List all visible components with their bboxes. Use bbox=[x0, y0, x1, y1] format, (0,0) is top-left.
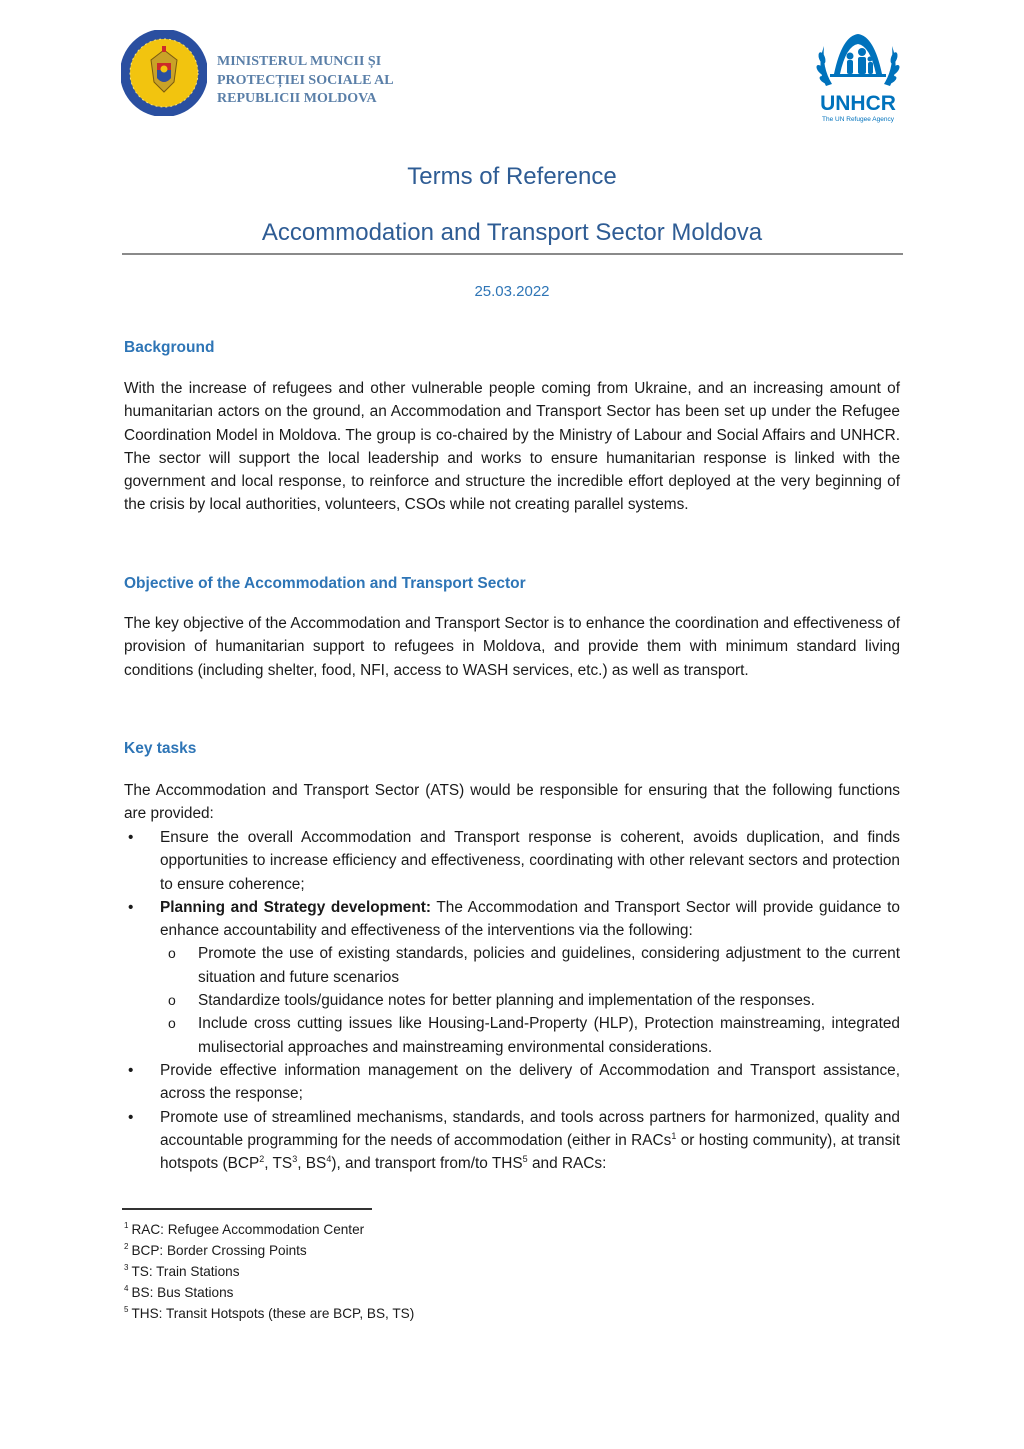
footnote-text: THS: Transit Hotspots (these are BCP, BS, TS) bbox=[131, 1306, 415, 1321]
sub-list-item bbox=[124, 1012, 900, 1059]
ministry-seal-logo bbox=[121, 30, 207, 116]
title-divider bbox=[122, 253, 903, 255]
ministry-name bbox=[217, 53, 437, 109]
footnote bbox=[124, 1303, 624, 1324]
footnote-ref-2[interactable]: 2 bbox=[259, 1154, 265, 1165]
bullet-mark: • bbox=[128, 829, 134, 846]
key-tasks-heading: Key tasks bbox=[124, 740, 197, 757]
sub-list-item-text: Standardize tools/guidance notes for better planning and implementation of the responses. bbox=[198, 992, 815, 1010]
footnote-text: BCP: Border Crossing Points bbox=[131, 1243, 307, 1258]
sub-bullet-mark: o bbox=[168, 1015, 176, 1032]
footnote bbox=[124, 1219, 624, 1240]
ministry-name-line-1: MINISTERUL MUNCII ȘI bbox=[217, 54, 382, 69]
footnote-ref-1[interactable]: 1 bbox=[671, 1130, 677, 1141]
background-heading: Background bbox=[124, 339, 215, 356]
sub-list-item-text: Promote the use of existing standards, policies and guidelines, considering adjustment to the current situation and future scenarios bbox=[198, 945, 900, 986]
ministry-name-line-2: PROTECȚIEI SOCIALE AL bbox=[217, 72, 394, 88]
sub-bullet-mark: o bbox=[168, 992, 176, 1009]
sub-list-item-text: Include cross cutting issues like Housing-Land-Property (HLP), Protection mainstreaming, integrated mulisectorial approaches and mainstreaming environmental considerations. bbox=[198, 1015, 900, 1056]
footnote bbox=[124, 1282, 624, 1303]
bullet-mark: • bbox=[128, 1061, 134, 1079]
footnote bbox=[124, 1240, 624, 1261]
bullet-mark: • bbox=[128, 1108, 134, 1126]
key-tasks-intro: The Accommodation and Transport Sector (ATS) would be responsible for ensuring that the following functions are provided: bbox=[124, 782, 900, 823]
footnote-number: 4 bbox=[124, 1284, 129, 1294]
sub-list-item bbox=[124, 989, 900, 1012]
list-item bbox=[124, 826, 900, 896]
objective-heading: Objective of the Accommodation and Transport Sector bbox=[124, 575, 526, 592]
footnote-number: 3 bbox=[124, 1263, 129, 1273]
key-tasks-list bbox=[124, 826, 900, 1175]
footnote-text: TS: Train Stations bbox=[131, 1264, 240, 1279]
footnote-number: 1 bbox=[124, 1221, 129, 1231]
list-item-text: Promote use of streamlined mechanisms, standards, and tools across partners for harmonized, quality and accountable programming for the needs of accommodation (either in RACs bbox=[160, 1108, 900, 1149]
document-date: 25.03.2022 bbox=[474, 283, 550, 300]
list-item bbox=[124, 1106, 900, 1176]
document-subtitle: Accommodation and Transport Sector Moldova bbox=[261, 219, 763, 246]
list-item bbox=[124, 1059, 900, 1106]
background-paragraph: With the increase of refugees and other vulnerable people coming from Ukraine, and an increasing amount of humanitarian actors on the ground, an Accommodation and Transport Sector has been set up under the Refugee Coordination Model in Moldova. The group is co-chaired by the Ministry of Labour and Social Affairs and UNHCR. The sector will support the local leadership and works to ensure humanitarian response is linked with the government and local response, to reinforce and structure the incredible effort deployed at the very beginning of the crisis by local authorities, volunteers, CSOs while not creating parallel systems. bbox=[124, 380, 900, 514]
footnote-number: 5 bbox=[124, 1305, 129, 1315]
bullet-mark: • bbox=[128, 898, 134, 916]
footnotes bbox=[124, 1219, 624, 1324]
sub-bullet-mark: o bbox=[168, 945, 176, 962]
list-item bbox=[124, 896, 900, 943]
footnote bbox=[124, 1261, 624, 1282]
footnote-ref-5[interactable]: 5 bbox=[522, 1154, 528, 1165]
footnote-text: RAC: Refugee Accommodation Center bbox=[131, 1222, 365, 1237]
list-item-text: , BS bbox=[297, 1155, 327, 1173]
unhcr-wordmark: UNHCR bbox=[820, 92, 896, 115]
footnote-ref-4[interactable]: 4 bbox=[326, 1154, 332, 1165]
list-item-text: , TS bbox=[264, 1155, 293, 1173]
sub-list-item bbox=[124, 942, 900, 989]
list-item-text: and RACs: bbox=[527, 1155, 607, 1173]
list-item-text: Ensure the overall Accommodation and Transport response is coherent, avoids duplication, and finds opportunities to increase efficiency and effectiveness, coordinating with other relevant sectors and protection to ensure coherence; bbox=[160, 829, 900, 893]
objective-paragraph: The key objective of the Accommodation and Transport Sector is to enhance the coordination and effectiveness of provision of humanitarian support to refugees in Moldova, and provide them with minimum standard living conditions (including shelter, food, NFI, access to WASH services, etc.) as well as transport. bbox=[124, 615, 900, 679]
list-item-text: The Accommodation and Transport Sector will provide guidance to enhance accountability and effectiveness of the interventions via the following: bbox=[160, 898, 900, 940]
document-title: Terms of Reference bbox=[407, 163, 617, 190]
list-item-text: ), and transport from/to THS bbox=[331, 1155, 523, 1173]
footnote-ref-3[interactable]: 3 bbox=[292, 1154, 298, 1165]
footnote-text: BS: Bus Stations bbox=[131, 1285, 234, 1300]
unhcr-logo bbox=[812, 28, 904, 124]
ministry-name-line-3: REPUBLICII MOLDOVA bbox=[217, 91, 377, 106]
unhcr-tagline: The UN Refugee Agency bbox=[822, 116, 894, 123]
list-item-text: Provide effective information management on the delivery of Accommodation and Transport assistance, across the response; bbox=[160, 1061, 900, 1103]
list-item-bold-lead: Planning and Strategy development: bbox=[160, 898, 431, 916]
footnote-number: 2 bbox=[124, 1242, 129, 1252]
footnote-divider bbox=[122, 1208, 372, 1210]
list-item-text: or hosting community), at transit hotspots (BCP bbox=[160, 1131, 901, 1173]
